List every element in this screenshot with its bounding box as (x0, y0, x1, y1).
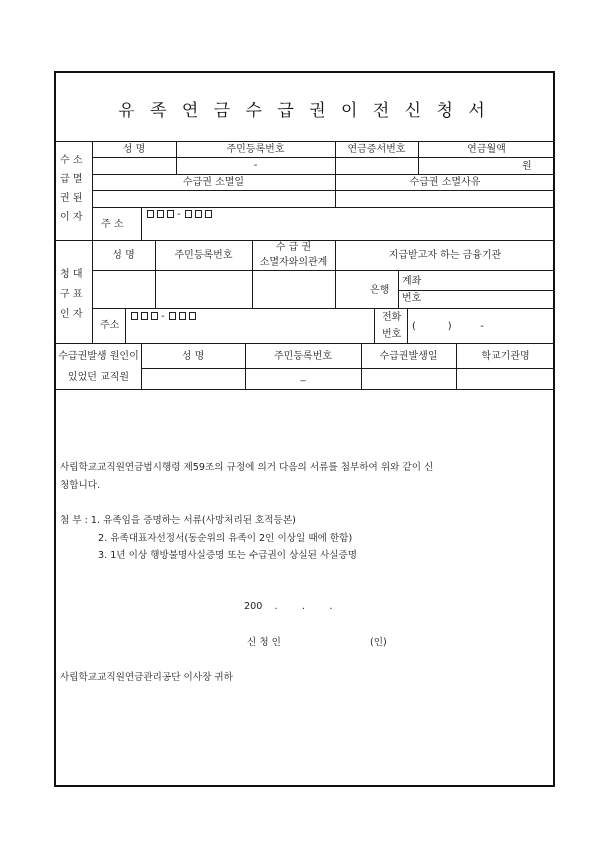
sec1-top (54, 141, 555, 142)
postal-box (195, 210, 202, 218)
sec2-address-label: 주소 (100, 320, 120, 331)
sec1-row-line (92, 207, 555, 208)
sec3-rrn-dash: _ (300, 371, 306, 382)
seal-mark: (인) (370, 637, 387, 648)
postal-box (141, 312, 148, 320)
sec1-row-line (92, 190, 555, 191)
sec3-bottom (54, 389, 555, 390)
sec1-monthly-header: 연금월액 (467, 144, 506, 155)
sec1-side-label-2: 급 멸 (60, 174, 83, 185)
postal-dash: - (161, 311, 165, 322)
sec3-left-label-top: 수급권발생 원인이 (58, 351, 139, 362)
sec2-account-label-top: 계좌 (402, 276, 422, 287)
sec1-extinct-date-header: 수급권 소멸일 (182, 177, 245, 188)
attachment-item-1: 첨 부 : 1. 유족임을 증명하는 서류(사망처리된 호적등본) (60, 515, 296, 526)
sec2-name-header: 성 명 (112, 250, 135, 261)
postal-box (131, 312, 138, 320)
postal-box (185, 210, 192, 218)
postal-dash: - (177, 209, 181, 220)
sec3-col-line (141, 343, 142, 389)
sec1-col-line (92, 141, 93, 240)
sec1-row-line (92, 174, 555, 175)
sec2-row-line (92, 308, 555, 309)
applicant-label: 신 청 인 (247, 637, 281, 648)
postal-box (151, 312, 158, 320)
sec3-row-line (141, 368, 555, 369)
attachment-item-3: 3. 1년 이상 행방불명사실증명 또는 수급권이 상실된 사실증명 (98, 550, 358, 561)
sec2-phone-label-top: 전화 (382, 312, 402, 323)
request-paragraph-line1: 사립학교교직원연금법시행령 제59조의 규정에 의거 다음의 서류를 첨부하여 위와 같이 신 (60, 462, 434, 473)
sec1-extinct-reason-header: 수급권 소멸사유 (409, 177, 481, 188)
sec2-side-label-3: 인 자 (60, 309, 83, 320)
sec3-school-header: 학교기관명 (481, 351, 530, 362)
sec3-date-header: 수급권발생일 (379, 351, 438, 362)
sec1-side-label-4: 이 자 (60, 212, 83, 223)
frame-left (54, 71, 56, 787)
sec1-address-label: 주 소 (101, 219, 124, 230)
sec2-side-label-1: 청 대 (60, 269, 83, 280)
addressee: 사립학교교직원연금관리공단 이사장 귀하 (60, 672, 233, 683)
request-paragraph-line2: 청합니다. (60, 480, 101, 491)
sec3-col-line (456, 343, 457, 389)
sec2-col-line (125, 308, 126, 343)
postal-box (167, 210, 174, 218)
sec3-name-header: 성 명 (181, 351, 205, 362)
sec1-name-header: 성 명 (122, 144, 146, 155)
postal-box (189, 312, 196, 320)
postal-box (179, 312, 186, 320)
sec1-side-label-3: 권 된 (60, 193, 83, 204)
sec2-relation-header-bottom: 소멸자와의관계 (259, 257, 328, 268)
sec3-left-label-bottom: 있었던 교직원 (67, 372, 130, 383)
sec2-bank-header: 지급받고자 하는 금융기관 (388, 250, 502, 261)
sec2-account-label-bottom: 번호 (402, 293, 422, 304)
sec2-relation-header-top: 수 급 권 (275, 242, 312, 253)
frame-bottom (54, 785, 555, 787)
sec2-rrn-header: 주민등록번호 (174, 250, 233, 261)
postal-box (147, 210, 154, 218)
sec1-rrn-dash: - (253, 160, 258, 171)
sec3-col-line (245, 343, 246, 389)
sec1-row-line (92, 157, 555, 158)
form-title: 유 족 연 금 수 급 권 이 전 신 청 서 (118, 101, 490, 121)
sec1-bottom (54, 240, 555, 241)
sec3-rrn-header: 주민등록번호 (274, 351, 332, 362)
frame-top (54, 71, 555, 73)
postal-box (169, 312, 176, 320)
sec2-account-split (398, 290, 555, 291)
sec2-phone-format: ( ) - (412, 321, 484, 332)
sec1-side-label-1: 수 소 (60, 155, 83, 166)
sec2-col-line (407, 308, 408, 343)
sec3-col-line (361, 343, 362, 389)
sec2-bottom (54, 343, 555, 344)
postal-box (205, 210, 212, 218)
sec2-bank-label: 은행 (370, 285, 390, 296)
attachment-item-2: 2. 유족대표자선정서(동순위의 유족이 2인 이상일 때에 한함) (98, 533, 353, 544)
sec1-rrn-header: 주민등록번호 (226, 144, 285, 155)
date-line: 200 . . . (244, 601, 333, 612)
sec1-cert-header: 연금증서번호 (347, 144, 406, 155)
sec1-col-line (141, 207, 142, 240)
sec2-row-line (92, 270, 555, 271)
sec2-col-line (374, 308, 375, 343)
sec2-phone-label-bottom: 번호 (382, 329, 402, 340)
sec2-col-line (398, 270, 399, 308)
postal-box (157, 210, 164, 218)
sec2-side-label-2: 구 표 (60, 289, 83, 300)
sec1-won-unit: 원 (522, 161, 532, 172)
